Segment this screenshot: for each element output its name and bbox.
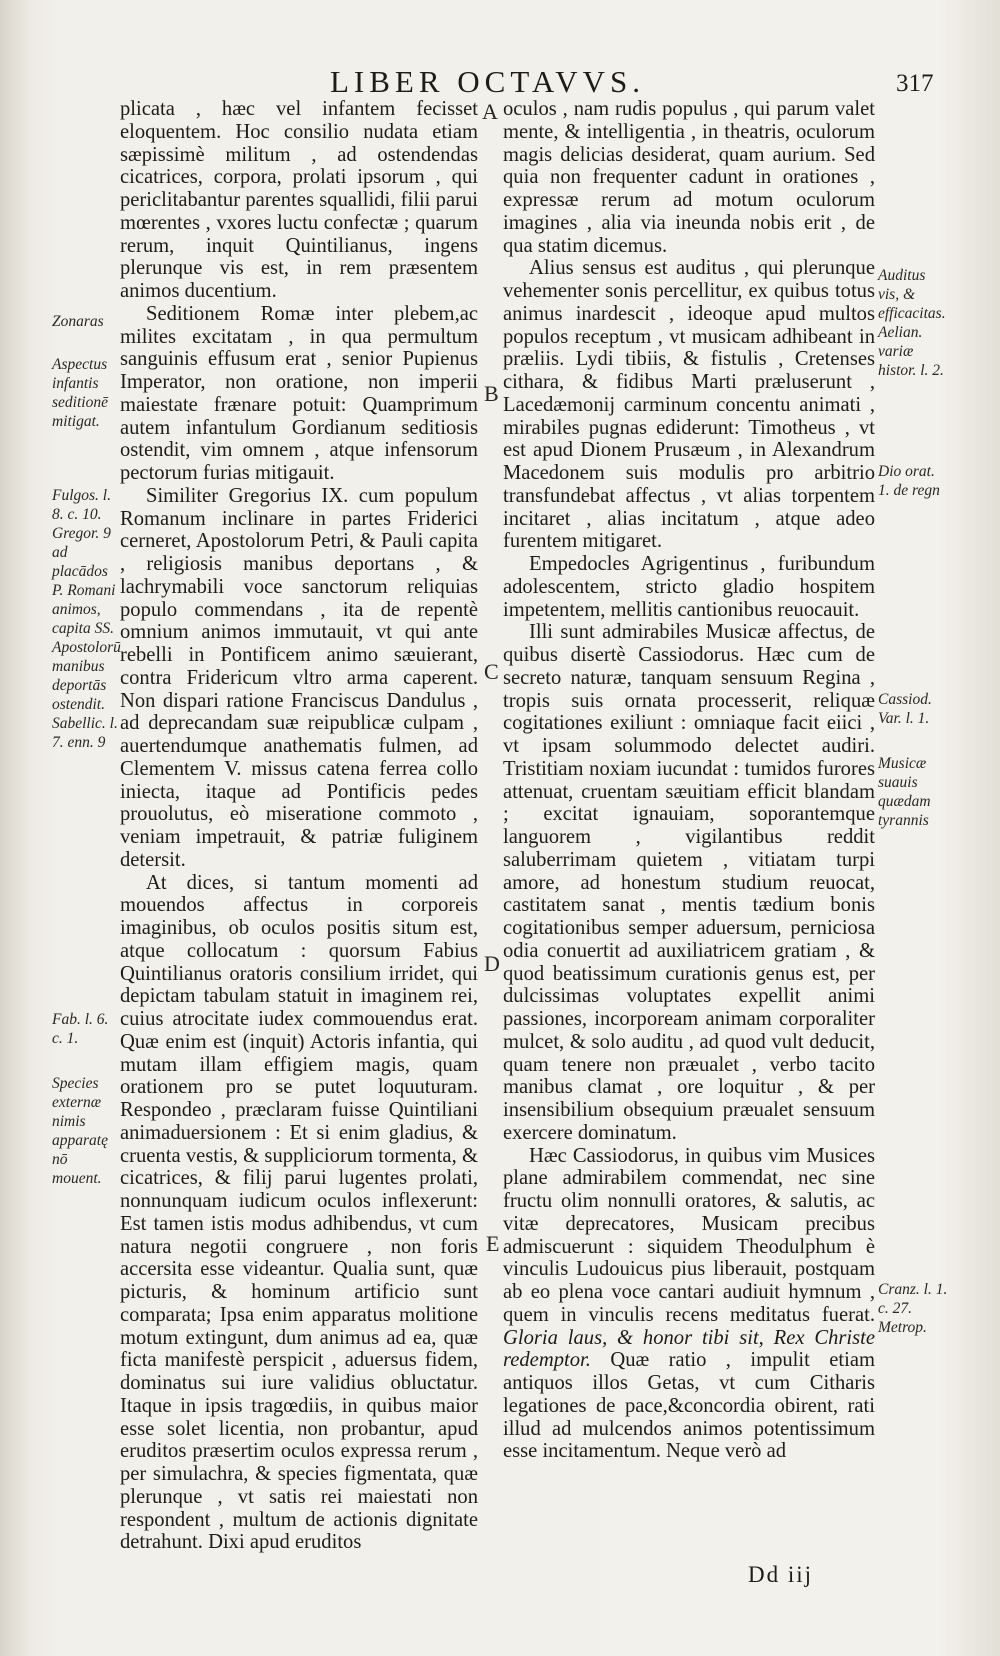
page-number: 317: [896, 70, 934, 97]
right-text-column: [503, 98, 875, 1463]
margin-note-fulgosius: Fulgos. l. 8. c. 10. Gregor. 9 ad placādos P. Romani animos, capita SS. Apostolorū manibus deportās ostendit. Sabellic. l. 7. enn. 9: [52, 487, 121, 751]
paragraph: plicata , hæc vel infantem fecisset eloquentem. Hoc consilio nudata etiam sæpissimè militum , ad ostendendas cicatrices, corpora, prolati ipsorum , qui periclitabantur parentes squallidi, filii parui mœrentes , vxores luctu confectæ ; quarum rerum, inquit Quintilianus, ingens plerunque vis est, in rem præsentem animos ducentium.: [120, 98, 478, 302]
margin-note-auditus-vis: Auditus vis, & efficacitas. Aelian. variæ histor. l. 2.: [878, 267, 946, 379]
paragraph: Illi sunt admirabiles Musicæ affectus, de quibus disertè Cassiodorus. Hæc cum de secreto naturæ, tanquam sensuum Regina , tropis suis ornata processerit, reliquæ cogitationes exiliunt : omniaque facit eiici , vt ipsam solummodo delectet audiri. Tristitiam noxiam iucundat : tumidos furores attenuat, cruentam sæuitiam efficit blandam ; excitat ignauiam, soporantemque languorem , vigilantibus reddit saluberrimam quietem , vitiatam turpi amore, ad honestum studium reuocat, castitatem sanat , mentis tædium bonis cogitationibus semper aduersum, perniciosa odia conuertit ad auxiliatricem gratiam , & quod beatissimum curationis genus est, per dulcissimas voluptates expellit animi passiones, incorpoream animam corporaliter mulcet, & solo auditu , ad quod vult deducit, quam tenere non præualet , verbo tacito manibus clamat , ore loquitur , & per insensibilium obsequium præualet sensuum exercere dominatum.: [503, 621, 875, 1144]
paragraph-text: Quæ ratio , impulit etiam antiquos illos Getas, vt cum Citharis legationes de pace,&concordia obirent, rati illud ad mulcendos animos potentissimum esse incitamentum. Neque verò ad: [503, 1349, 875, 1463]
left-text-column: [120, 98, 478, 1554]
margin-note-aspectus-infantis: Aspectus infantis seditionē mitigat.: [52, 356, 108, 430]
margin-note-musicae: Musicæ suauis quædam tyrannis: [878, 755, 931, 829]
margin-note-dio: Dio orat. 1. de regn: [878, 463, 940, 499]
margin-note-cassiodorus: Cassiod. Var. l. 1.: [878, 691, 932, 727]
section-letter-c: C: [484, 659, 499, 684]
running-title: LIBER OCTAVVS.: [330, 64, 645, 99]
margin-note-species-externae: Species externæ nimis apparatę nō mouent.: [52, 1075, 108, 1187]
section-letter-a: A: [482, 99, 498, 124]
section-letter-b: B: [484, 381, 499, 406]
section-letter-d: D: [484, 951, 500, 976]
paragraph: oculos , nam rudis populus , qui parum valet mente, & intelligentia , in theatris, oculorum magis delicias desiderat, quam aurium. Sed quia non frequenter cadunt in orationes , expressæ rerum ad motum oculorum imagines , alia via ineunda nobis erit , de qua statim dicemus.: [503, 98, 875, 257]
margin-note-fabius: Fab. l. 6. c. 1.: [52, 1011, 109, 1047]
section-letter-e: E: [486, 1231, 500, 1256]
paragraph-text: Hæc Cassiodorus, in quibus vim Musices plane admirabilem commendat, nec sine fructu olim nonnulli oratores, & salutis, ac vitæ deprecatores, Musicam precibus admiscuerunt : siquidem Theodulphum è vinculis Ludouicus pius liberauit, postquam ab eo plena voce cantari audiuit hymnum , quem in vinculis recens meditatus fuerat.: [503, 1144, 875, 1326]
margin-note-cranz: Cranz. l. 1. c. 27. Metrop.: [878, 1281, 948, 1336]
paragraph: Alius sensus est auditus , qui plerunque vehementer sonis percellitur, ex quibus totus animus inardescit , ideoque apud multos populos receptum , vt musicam adhibeant in præliis. Lydi tibiis, & fistulis , Cretenses cithara, & fidibus Marti præluserunt , Lacedæmonij carminum concentu animati , mirabiles pugnas ediderunt: Timotheus , vt est apud Dionem Prusæum , in Alexandrum Macedonem suis modulis pro arbitrio transfundebat affectus , vt alias torpentem incitaret , alias incitatum , atque adeo furentem mitigaret.: [503, 257, 875, 553]
paragraph: Similiter Gregorius IX. cum populum Romanum inclinare in partes Friderici cerneret, Apostolorum Petri, & Pauli capita , religiosis manibus deportans , & lachrymabili voce sanctorum reliquias populo commendans , ita de repentè omnium animos immutauit, vt qui ante rebelli in Pontificem animo sæuierant, contra Fridericum vltro arma caperent. Non dispari ratione Franciscus Dandulus , ad deprecandam suæ reipublicæ culpam , auertendumque anathematis fulmen, ad Clementem V. missus catena ferrea collo iniecta, itaque ad Pontificis pedes prouolutus, eò miseratione commoto , veniam impetrauit, & patriæ fuliginem detersit.: [120, 484, 478, 871]
paragraph: Empedocles Agrigentinus , furibundum adolescentem, stricto gladio hospitem impetentem, mellitis cantionibus reuocauit.: [503, 553, 875, 621]
signature-mark: Dd iij: [748, 1562, 814, 1587]
paragraph: Seditionem Romæ inter plebem,ac milites excitatam , in qua permultum sanguinis effusum erat , senior Pupienus Imperator, non oratione, non imperii maiestate frænare potuit: Quamprimum autem infantulum Gordianum seditiosis ostendit, vim omnem , atque infensorum pectorum furias mitigauit.: [120, 302, 478, 484]
paragraph-with-hymn: [503, 1145, 875, 1464]
margin-note-zonaras: Zonaras: [52, 313, 104, 330]
hymn-quotation: Gloria laus, & honor tibi sit, Rex Christe redemptor.: [503, 1326, 875, 1372]
page-header: [0, 62, 1000, 102]
paragraph: At dices, si tantum momenti ad mouendos affectus in corporeis imaginibus, ob oculos positis situm est, atque collocatum : quorsum Fabius Quintilianus oratoris consilium irridet, qui depictam tabulam statuit in imaginem rei, cuius atrocitate iudex commouendus erat. Quæ enim est (inquit) Actoris infantia, qui mutam illam effigiem magis, quam orationem pro se putet loquuturam. Respondeo , præclaram fuisse Quintiliani animaduersionem : Et si enim gladius, & cruenta vestis, & suppliciorum tormenta, & cicatrices, & filij parui lugentes prolati, nonnunquam iudicum oculos inflexerunt: Est tamen istis modus adhibendus, vt cum natura negotii congruere , non foris accersita esse videantur. Qualia sunt, quæ picturis, & hominum artificio sunt comparata; Ipsa enim apparatus molitione motum extingunt, dum animus ad ea, quæ ficta manifestè perspicit , aduersus fidem, dominatus sui iure validius obluctatur. Itaque in ipsis tragœdiis, in quibus maior esse solet licentia, non probantur, apud eruditos præsertim oculos expressa rerum , per simulachra, & species figmentata, quæ plerunque , vt satis rei maiestati non respondent , multum de actionis dignitate detrahunt. Dixi apud eruditos: [120, 871, 478, 1554]
